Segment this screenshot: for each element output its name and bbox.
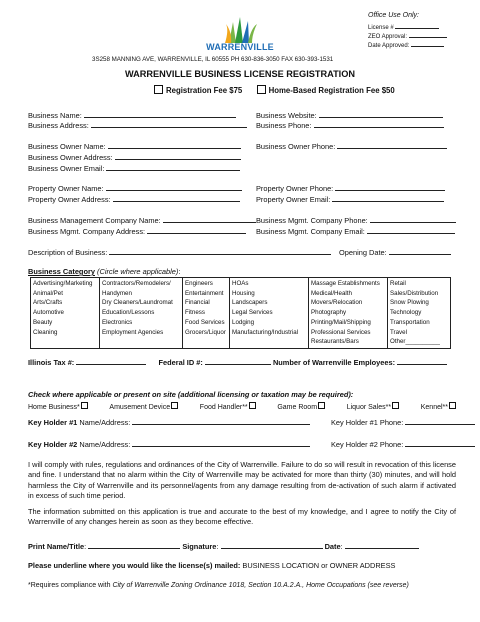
- signature-field[interactable]: [221, 541, 323, 549]
- opening-date-row: Opening Date:: [339, 247, 451, 257]
- category-item[interactable]: Massage Establishments: [311, 280, 380, 287]
- business-website-row: Business Website:: [256, 110, 443, 120]
- category-heading: Business Category (Circle where applicable):: [28, 267, 181, 276]
- category-item[interactable]: Manufacturing/Industrial: [232, 328, 299, 336]
- business-website-field[interactable]: [319, 110, 443, 118]
- business-name-field[interactable]: [84, 110, 236, 118]
- description-row: Description of Business:: [28, 247, 452, 257]
- key-holder-2-address-field[interactable]: [132, 439, 310, 447]
- accuracy-paragraph: The information submitted on this application is true and accurate to the best of my knowledge, and I agree to notify the City of Warrenville of any changes herein as soon as they become effective.: [28, 507, 456, 527]
- print-name-field[interactable]: [88, 541, 180, 549]
- category-item[interactable]: Professional Services: [311, 328, 371, 336]
- property-owner-address-field[interactable]: [113, 194, 240, 202]
- mgmt-company-address-field[interactable]: [147, 226, 246, 234]
- key-holder-2-phone-field[interactable]: [405, 439, 475, 447]
- owner-email-row: Business Owner Email:: [28, 163, 452, 173]
- key-holder-1-row: Key Holder #1 Name/Address:: [28, 417, 452, 427]
- illinois-tax-field[interactable]: [76, 357, 146, 365]
- employees-field[interactable]: [397, 357, 447, 365]
- key-holder-1-address-field[interactable]: [132, 417, 310, 425]
- office-date: Date Approved:: [368, 41, 444, 49]
- signature-row: Print Name/Title: Signature: Date:: [28, 541, 452, 551]
- category-item[interactable]: Animal/Pet: [33, 289, 63, 297]
- category-item[interactable]: Retail: [390, 280, 406, 287]
- business-address-row: Business Address:: [28, 120, 452, 130]
- category-item[interactable]: Snow Plowing: [390, 299, 429, 307]
- category-item[interactable]: Travel: [390, 328, 407, 336]
- home-based-fee-checkbox[interactable]: [257, 85, 266, 94]
- category-item[interactable]: Fitness: [185, 309, 205, 317]
- category-table: [30, 277, 451, 349]
- mailing-options[interactable]: BUSINESS LOCATION or OWNER ADDRESS: [242, 561, 396, 570]
- licensing-option[interactable]: Home Business*: [28, 402, 88, 411]
- category-item[interactable]: HOAs: [232, 280, 249, 287]
- mgmt-company-address-row: Business Mgmt. Company Address:: [28, 226, 452, 236]
- category-column-5: [309, 278, 388, 349]
- category-item[interactable]: Beauty: [33, 318, 53, 326]
- property-owner-email-field[interactable]: [332, 194, 444, 202]
- licensing-options: [28, 402, 456, 411]
- category-item[interactable]: Handymen: [102, 289, 132, 297]
- category-item[interactable]: Movers/Relocation: [311, 299, 363, 307]
- category-item[interactable]: Landscapers: [232, 299, 268, 307]
- office-license: License #: [368, 23, 439, 31]
- key-holder-1-phone-row: Key Holder #1 Phone:: [331, 417, 475, 427]
- mailing-row: Please underline where you would like the license(s) mailed: BUSINESS LOCATION or OWNER ADDRESS: [28, 561, 396, 570]
- business-phone-row: Business Phone:: [256, 120, 444, 130]
- category-item[interactable]: Financial: [185, 299, 210, 307]
- category-item[interactable]: Automotive: [33, 309, 64, 317]
- key-holder-2-phone-row: Key Holder #2 Phone:: [331, 439, 475, 449]
- category-item[interactable]: Medical/Health: [311, 289, 352, 297]
- page-title: WARRENVILLE BUSINESS LICENSE REGISTRATION: [124, 69, 356, 79]
- property-owner-name-field[interactable]: [106, 183, 242, 191]
- business-address-field[interactable]: [91, 120, 247, 128]
- description-field[interactable]: [109, 247, 331, 255]
- key-holder-2-row: Key Holder #2 Name/Address:: [28, 439, 452, 449]
- category-item[interactable]: Arts/Crafts: [33, 299, 63, 307]
- category-item[interactable]: Sales/Distribution: [390, 289, 439, 297]
- registration-fee-checkbox[interactable]: [154, 85, 163, 94]
- owner-address-row: Business Owner Address:: [28, 152, 452, 162]
- office-use-title: Office Use Only:: [368, 12, 419, 19]
- owner-phone-row: Business Owner Phone:: [256, 141, 447, 151]
- fee-options: Registration Fee $75 Home-Based Registration Fee $50: [154, 85, 395, 95]
- owner-address-field[interactable]: [115, 152, 241, 160]
- mgmt-company-phone-field[interactable]: [370, 215, 456, 223]
- licensing-option[interactable]: Liquor Sales**: [347, 402, 399, 411]
- opening-date-field[interactable]: [389, 247, 451, 255]
- category-column-2: [100, 278, 183, 349]
- category-item[interactable]: Cleaning: [33, 328, 58, 336]
- category-item[interactable]: Technology: [390, 309, 422, 317]
- property-owner-address-row: Property Owner Address:: [28, 194, 452, 204]
- category-item[interactable]: Contractors/Remodelers/: [102, 280, 171, 287]
- category-item[interactable]: Restaurants/Bars: [311, 338, 359, 346]
- mgmt-company-name-field[interactable]: [163, 215, 256, 223]
- owner-phone-field[interactable]: [337, 141, 447, 149]
- category-item[interactable]: Engineers: [185, 280, 213, 287]
- mgmt-company-phone-row: Business Mgmt. Company Phone:: [256, 215, 456, 225]
- category-item[interactable]: Food Services: [185, 318, 225, 326]
- category-item[interactable]: Electronics: [102, 318, 133, 326]
- category-item[interactable]: Entertainment: [185, 289, 224, 297]
- compliance-paragraph: I will comply with rules, regulations and ordinances of the City of Warrenville. Failure to do so will result in revocation of this license and fine. I understand that no alarm within the City of Warrenville may be activated for more than thirty (30) minutes, and will hold harmless the City of Warrenville and its personnel/agents from any damage resulting from de-activation of such alarm if activated in excess of such time period.: [28, 460, 456, 501]
- property-owner-name-row: Property Owner Name:: [28, 183, 452, 193]
- property-owner-phone-field[interactable]: [335, 183, 445, 191]
- mgmt-company-name-row: Business Management Company Name:: [28, 215, 452, 225]
- category-item[interactable]: Other__________: [390, 338, 440, 346]
- property-owner-phone-row: Property Owner Phone:: [256, 183, 445, 193]
- property-owner-email-row: Property Owner Email:: [256, 194, 444, 204]
- logo-grass-icon: [205, 16, 275, 44]
- category-item[interactable]: Education/Lessons: [102, 309, 155, 317]
- category-item[interactable]: Lodging: [232, 318, 255, 326]
- licensing-option[interactable]: Kennel**: [421, 402, 456, 411]
- category-item[interactable]: Grocers/Liquor: [185, 328, 226, 336]
- key-holder-1-phone-field[interactable]: [405, 417, 475, 425]
- category-column-4: [230, 278, 309, 349]
- mgmt-company-email-row: Business Mgmt. Company Email:: [256, 226, 455, 236]
- licensing-option[interactable]: Amusement Device: [109, 402, 178, 411]
- footnote: *Requires compliance with City of Warrenville Zoning Ordinance 1018, Section 10.A.2.A., Home Occupations (see reverse): [28, 582, 409, 589]
- federal-id-field[interactable]: [205, 357, 271, 365]
- category-item[interactable]: Advertising/Marketing: [33, 280, 93, 287]
- category-item[interactable]: Employment Agencies: [102, 328, 164, 336]
- city-logo: [205, 16, 275, 54]
- category-item[interactable]: Photography: [311, 309, 347, 317]
- owner-email-field[interactable]: [106, 163, 240, 171]
- category-column-6: [388, 278, 451, 349]
- category-item[interactable]: Transportation: [390, 318, 430, 326]
- tax-row: Illinois Tax #: Federal ID #: Number of Warrenville Employees:: [28, 357, 452, 367]
- business-phone-field[interactable]: [314, 120, 444, 128]
- business-name-row: Business Name:: [28, 110, 452, 120]
- category-item[interactable]: Housing: [232, 289, 255, 297]
- mgmt-company-email-field[interactable]: [367, 226, 455, 234]
- licensing-option[interactable]: Game Room: [277, 402, 325, 411]
- licensing-option[interactable]: Food Handler**: [200, 402, 256, 411]
- city-address: 3S258 MANNING AVE, WARRENVILLE, IL 60555 PH 630-836-3050 FAX 630-393-1531: [92, 56, 334, 63]
- owner-name-field[interactable]: [108, 141, 241, 149]
- category-column-3: [183, 278, 230, 349]
- date-field[interactable]: [345, 541, 419, 549]
- category-item[interactable]: Legal Services: [232, 309, 273, 317]
- owner-name-row: Business Owner Name:: [28, 141, 452, 151]
- logo-text: WARRENVILLE: [206, 42, 274, 52]
- category-column-1: [31, 278, 100, 349]
- licensing-heading: Check where applicable or present on site (additional licensing or taxation may be required):: [28, 390, 354, 399]
- category-item[interactable]: Dry Cleaners/Laundromat: [102, 299, 173, 307]
- category-item[interactable]: Printing/Mail/Shipping: [311, 318, 371, 326]
- office-zeo: ZEO Approval:: [368, 32, 447, 40]
